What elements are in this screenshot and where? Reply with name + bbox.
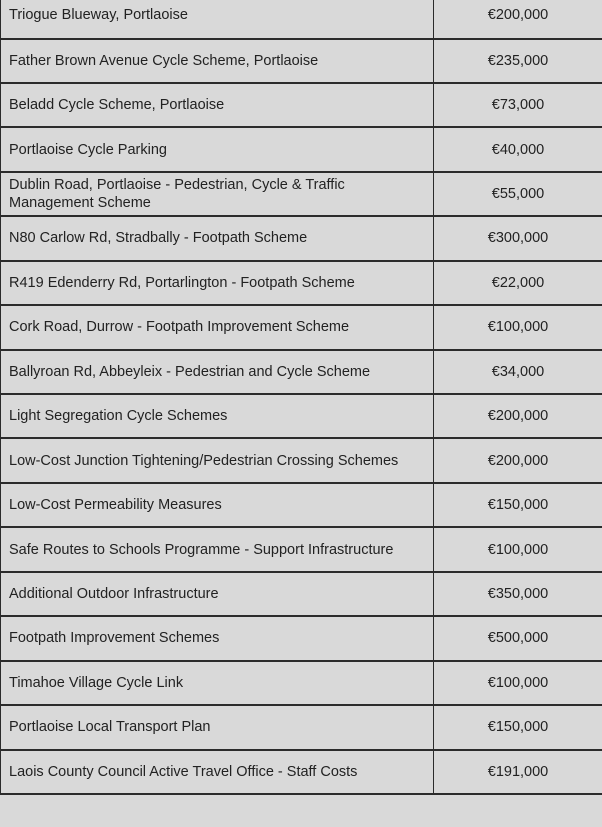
table-row [1, 705, 602, 749]
amount-cell: €191,000 [434, 750, 602, 794]
scheme-name-cell: Father Brown Avenue Cycle Scheme, Portlaoise [1, 39, 434, 83]
scheme-name-cell: Portlaoise Cycle Parking [1, 127, 434, 171]
table-row [1, 527, 602, 571]
scheme-name-cell: Safe Routes to Schools Programme - Support Infrastructure [1, 527, 434, 571]
scheme-name-cell: Timahoe Village Cycle Link [1, 661, 434, 705]
scheme-name-cell: Low-Cost Permeability Measures [1, 483, 434, 527]
scheme-name-cell: Light Segregation Cycle Schemes [1, 394, 434, 438]
table-row [1, 83, 602, 127]
table-row [1, 394, 602, 438]
amount-cell: €22,000 [434, 261, 602, 305]
amount-cell: €200,000 [434, 438, 602, 482]
amount-cell: €200,000 [434, 394, 602, 438]
amount-cell: €500,000 [434, 616, 602, 660]
scheme-name-cell: Beladd Cycle Scheme, Portlaoise [1, 83, 434, 127]
scheme-name-cell: Cork Road, Durrow - Footpath Improvement Scheme [1, 305, 434, 349]
table-row [1, 350, 602, 394]
amount-cell: €55,000 [434, 172, 602, 216]
table-row [1, 172, 602, 216]
scheme-name-cell: Low-Cost Junction Tightening/Pedestrian Crossing Schemes [1, 438, 434, 482]
table-row [1, 305, 602, 349]
amount-cell: €100,000 [434, 661, 602, 705]
table-row [1, 261, 602, 305]
amount-cell: €300,000 [434, 216, 602, 260]
amount-cell: €200,000 [434, 0, 602, 39]
amount-cell: €73,000 [434, 83, 602, 127]
table-row [1, 127, 602, 171]
amount-cell: €235,000 [434, 39, 602, 83]
table-row [1, 750, 602, 794]
table-row [1, 572, 602, 616]
table-row [1, 216, 602, 260]
table-row [1, 0, 602, 39]
scheme-name-cell: Portlaoise Local Transport Plan [1, 705, 434, 749]
scheme-name-cell: R419 Edenderry Rd, Portarlington - Footpath Scheme [1, 261, 434, 305]
scheme-name-cell: Dublin Road, Portlaoise - Pedestrian, Cycle & Traffic Management Scheme [1, 172, 434, 216]
table-row [1, 483, 602, 527]
scheme-name-cell: N80 Carlow Rd, Stradbally - Footpath Scheme [1, 216, 434, 260]
scheme-name-cell: Triogue Blueway, Portlaoise [1, 0, 434, 39]
table-row [1, 616, 602, 660]
scheme-name-cell: Additional Outdoor Infrastructure [1, 572, 434, 616]
scheme-name-cell: Footpath Improvement Schemes [1, 616, 434, 660]
scheme-name-cell: Ballyroan Rd, Abbeyleix - Pedestrian and Cycle Scheme [1, 350, 434, 394]
table-row [1, 39, 602, 83]
table-row [1, 661, 602, 705]
amount-cell: €350,000 [434, 572, 602, 616]
amount-cell: €150,000 [434, 705, 602, 749]
amount-cell: €34,000 [434, 350, 602, 394]
amount-cell: €100,000 [434, 305, 602, 349]
amount-cell: €40,000 [434, 127, 602, 171]
table-row [1, 438, 602, 482]
amount-cell: €100,000 [434, 527, 602, 571]
amount-cell: €150,000 [434, 483, 602, 527]
scheme-name-cell: Laois County Council Active Travel Office - Staff Costs [1, 750, 434, 794]
